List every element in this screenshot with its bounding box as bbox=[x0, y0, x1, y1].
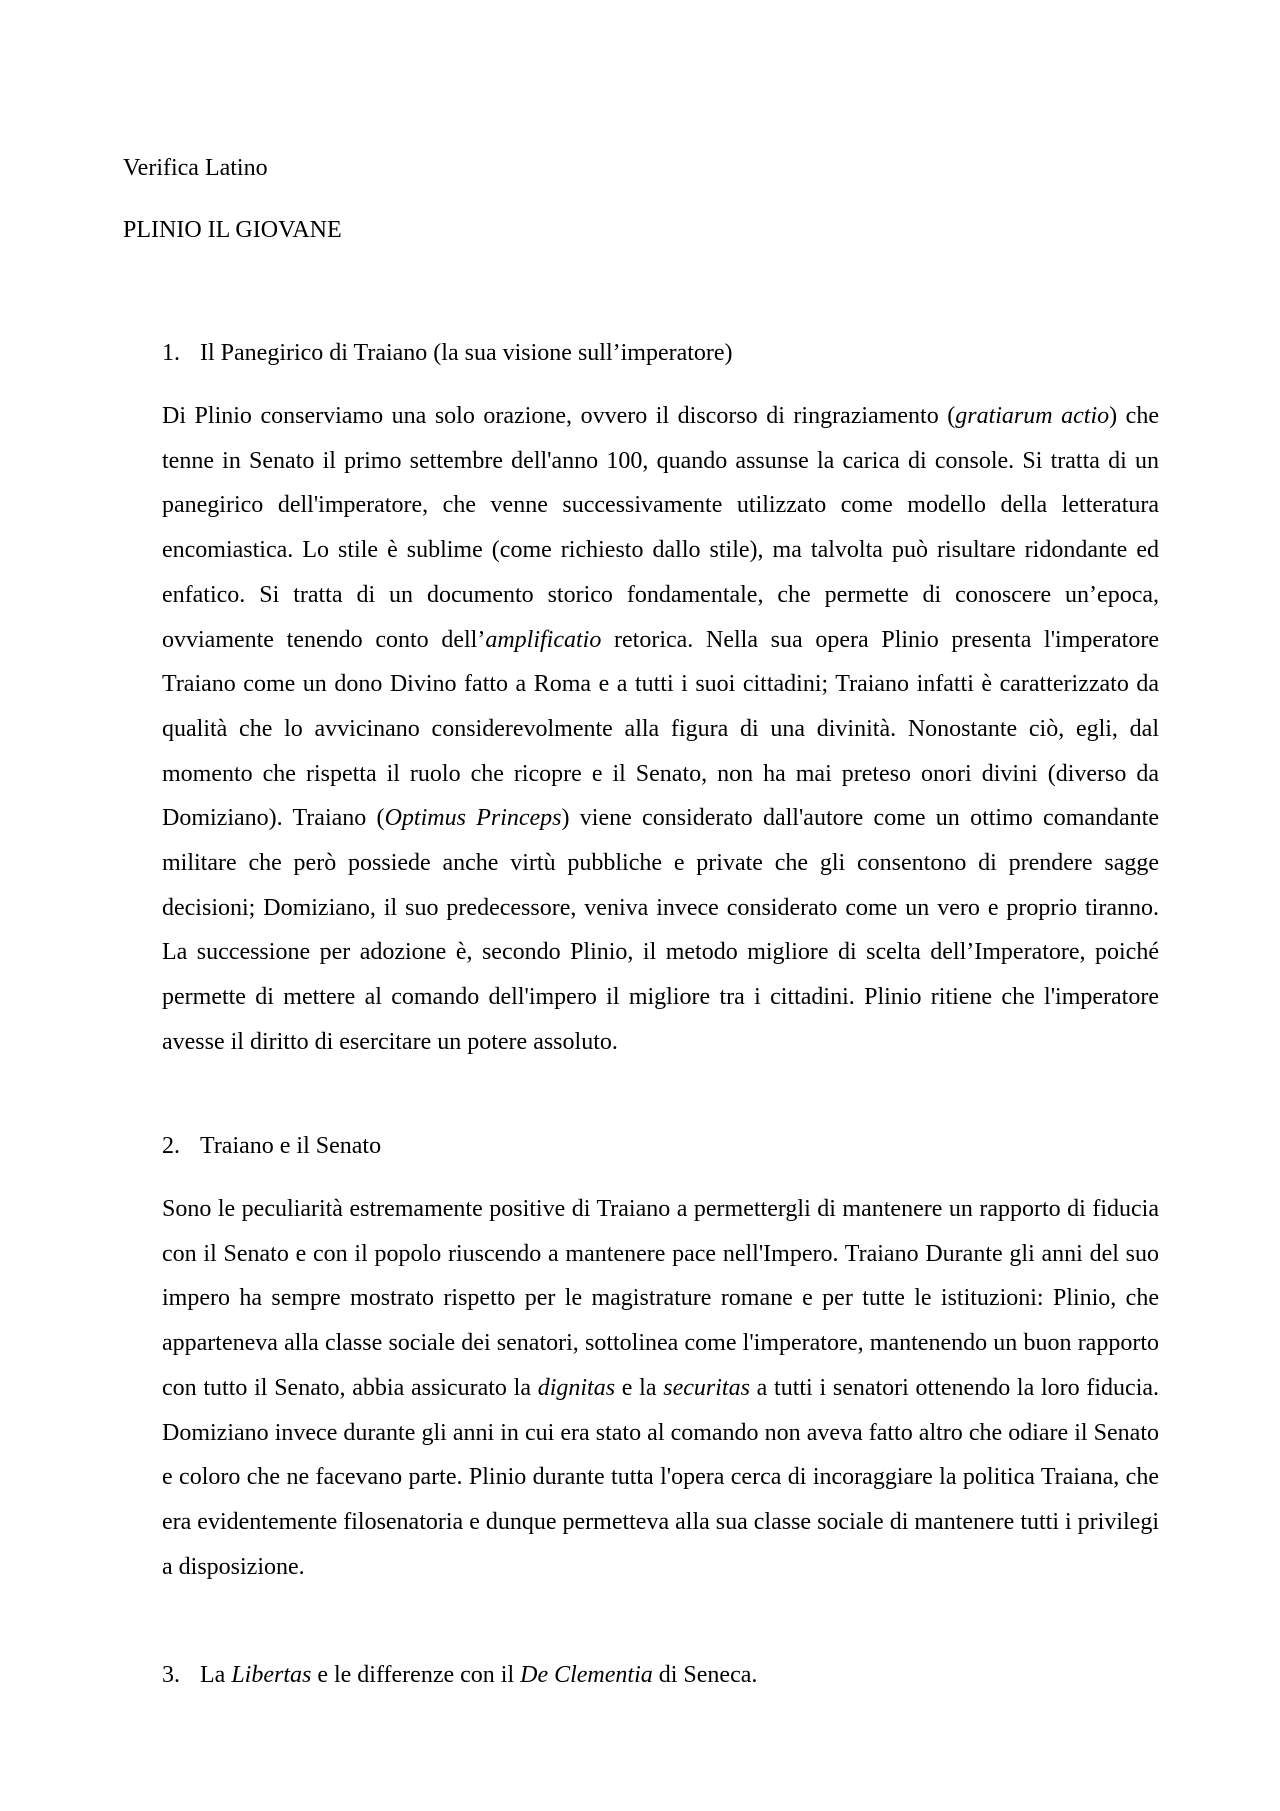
section-3-number: 3. bbox=[162, 1662, 180, 1688]
section-2-heading bbox=[162, 1131, 381, 1161]
s3-italic-libertas: Libertas bbox=[231, 1662, 312, 1688]
section-3-heading bbox=[162, 1660, 757, 1690]
section-2-paragraph bbox=[162, 1187, 1159, 1589]
s1-italic-amplificatio: amplificatio bbox=[485, 626, 602, 653]
section-1-heading-text: Il Panegirico di Traiano (la sua visione sull’imperatore) bbox=[200, 340, 733, 366]
s2-italic-securitas: securitas bbox=[663, 1374, 750, 1401]
s2-text-c: a tutti i senatori ottenendo la loro fiducia. Domiziano invece durante gli anni in cui era stato al comando non aveva fatto altro che odiare il Senato e coloro che ne facevano parte. Plinio durante tutta l'opera cerca di incoraggiare la politica Traiana, che era evidentemente filosenatoria e dunque permetteva alla sua classe sociale di mantenere tutti i privilegi a disposizione. bbox=[162, 1374, 1160, 1580]
section-2-number: 2. bbox=[162, 1133, 180, 1159]
section-1-paragraph bbox=[162, 394, 1159, 1065]
section-1-heading bbox=[162, 338, 733, 368]
s1-text-c: retorica. Nella sua opera Plinio presenta l'imperatore Traiano come un dono Divino fatto a Roma e a tutti i suoi cittadini; Traiano infatti è caratterizzato da qualità che lo avvicinano considerevolmente alla figura di una divinità. Nonostante ciò, egli, dal momento che rispetta il ruolo che ricopre e il Senato, non ha mai preteso onori divini (diverso da Domiziano). Traiano ( bbox=[162, 626, 1159, 832]
document-title: Verifica Latino bbox=[123, 155, 268, 181]
s1-italic-gratiarum-actio: gratiarum actio bbox=[955, 403, 1110, 429]
s1-text-d: ) viene considerato dall'autore come un ottimo comandante militare che però possiede anche virtù pubbliche e private che gli consentono di prendere sagge decisioni; Domiziano, il suo predecessore, veniva invece considerato come un vero e proprio tiranno. La successione per adozione è, secondo Plinio, il metodo migliore di scelta dell’Imperatore, poiché permette di mettere al comando dell'impero il migliore tra i cittadini. Plinio ritiene che l'imperatore avesse il diritto di esercitare un potere assoluto. bbox=[162, 805, 1159, 1055]
section-1-number: 1. bbox=[162, 340, 180, 366]
s3-heading-text-a: La bbox=[200, 1662, 232, 1688]
s3-heading-text-b: e le differenze con il bbox=[311, 1662, 521, 1688]
s3-heading-text-c: di Seneca. bbox=[652, 1662, 758, 1688]
s2-text-a: Sono le peculiarità estremamente positive di Traiano a permettergli di mantenere un rapporto di fiducia con il Senato e con il popolo riuscendo a mantenere pace nell'Impero. Traiano Durante gli anni del suo impero ha sempre mostrato rispetto per le magistrature romane e per tutte le istituzioni: Plinio, che apparteneva alla classe sociale dei senatori, sottolinea come l'imperatore, mantenendo un buon rapporto con tutto il Senato, abbia assicurato la bbox=[162, 1196, 1159, 1401]
s1-text-b: ) che tenne in Senato il primo settembre dell'anno 100, quando assunse la carica di console. Si tratta di un panegirico dell'imperatore, che venne successivamente utilizzato come modello della letteratura encomiastica. Lo stile è sublime (come richiesto dallo stile), ma talvolta può risultare ridondante ed enfatico. Si tratta di un documento storico fondamentale, che permette di conoscere un’epoca, ovviamente tenendo conto dell’ bbox=[162, 403, 1159, 653]
section-2-heading-text: Traiano e il Senato bbox=[200, 1133, 382, 1159]
s2-italic-dignitas: dignitas bbox=[537, 1374, 616, 1401]
s1-text-a: Di Plinio conserviamo una solo orazione, ovvero il discorso di ringraziamento ( bbox=[162, 403, 956, 429]
s1-italic-optimus-princeps: Optimus Princeps bbox=[384, 805, 562, 832]
s3-italic-de-clementia: De Clementia bbox=[520, 1662, 653, 1688]
s2-text-b: e la bbox=[615, 1374, 664, 1401]
document-subtitle: PLINIO IL GIOVANE bbox=[123, 217, 342, 243]
